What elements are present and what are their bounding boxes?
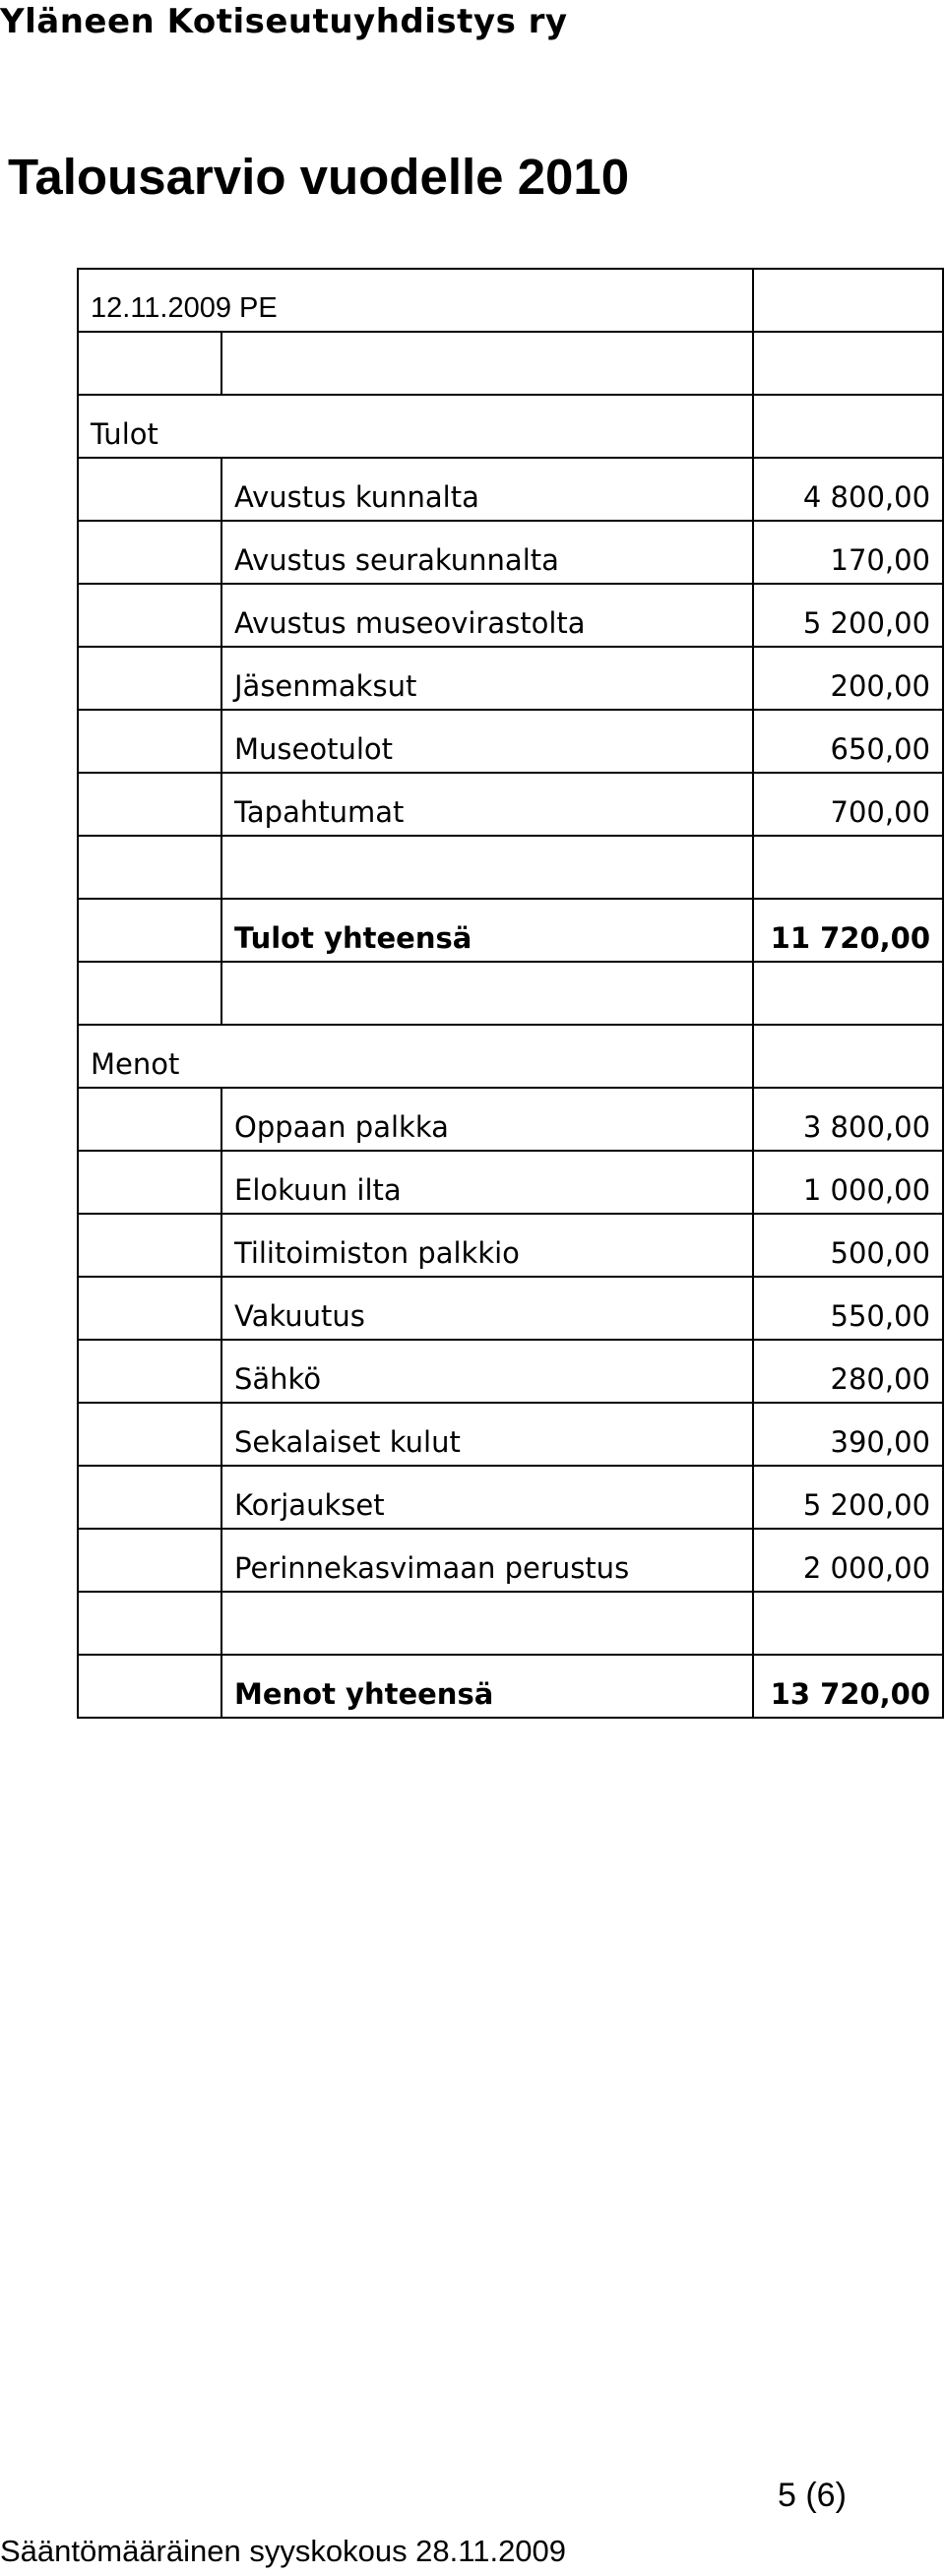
item-label: Sähkö <box>221 1340 753 1403</box>
empty-cell <box>78 899 221 962</box>
empty-row <box>78 332 943 395</box>
item-amount: 3 800,00 <box>753 1088 943 1151</box>
page-number: 5 (6) <box>778 2477 847 2514</box>
item-label: Avustus museovirastolta <box>221 584 753 647</box>
budget-table <box>77 268 944 1719</box>
expense-section-label: Menot <box>78 1025 753 1088</box>
table-row <box>78 1214 943 1277</box>
date-row <box>78 269 943 332</box>
empty-row <box>78 836 943 899</box>
expense-total-amount: 13 720,00 <box>753 1655 943 1718</box>
empty-row <box>78 1592 943 1655</box>
empty-cell <box>78 1592 221 1655</box>
empty-cell <box>221 836 753 899</box>
item-amount: 390,00 <box>753 1403 943 1466</box>
table-row <box>78 1277 943 1340</box>
empty-cell <box>78 1277 221 1340</box>
empty-cell <box>221 332 753 395</box>
item-label: Perinnekasvimaan perustus <box>221 1529 753 1592</box>
table-row <box>78 710 943 773</box>
table-row <box>78 1403 943 1466</box>
empty-row <box>78 962 943 1025</box>
table-row <box>78 1088 943 1151</box>
empty-cell <box>78 836 221 899</box>
item-amount: 5 200,00 <box>753 584 943 647</box>
date-cell: 12.11.2009 PE <box>78 269 753 332</box>
empty-cell <box>78 1214 221 1277</box>
item-label: Museotulot <box>221 710 753 773</box>
empty-cell <box>78 1655 221 1718</box>
empty-cell <box>753 269 943 332</box>
item-label: Jäsenmaksut <box>221 647 753 710</box>
income-total-amount: 11 720,00 <box>753 899 943 962</box>
item-amount: 700,00 <box>753 773 943 836</box>
item-label: Tilitoimiston palkkio <box>221 1214 753 1277</box>
empty-cell <box>78 1529 221 1592</box>
table-row <box>78 458 943 521</box>
empty-cell <box>78 1403 221 1466</box>
item-label: Elokuun ilta <box>221 1151 753 1214</box>
empty-cell <box>78 773 221 836</box>
expense-total-row <box>78 1655 943 1718</box>
item-label: Sekalaiset kulut <box>221 1403 753 1466</box>
empty-cell <box>753 836 943 899</box>
income-total-label: Tulot yhteensä <box>221 899 753 962</box>
item-amount: 170,00 <box>753 521 943 584</box>
item-amount: 5 200,00 <box>753 1466 943 1529</box>
empty-cell <box>78 332 221 395</box>
table-row <box>78 1529 943 1592</box>
empty-cell <box>753 1592 943 1655</box>
item-label: Vakuutus <box>221 1277 753 1340</box>
empty-cell <box>221 1592 753 1655</box>
item-amount: 200,00 <box>753 647 943 710</box>
empty-cell <box>753 962 943 1025</box>
empty-cell <box>78 647 221 710</box>
item-amount: 550,00 <box>753 1277 943 1340</box>
income-section-label: Tulot <box>78 395 753 458</box>
empty-cell <box>78 458 221 521</box>
document-title: Talousarvio vuodelle 2010 <box>8 149 630 205</box>
item-amount: 650,00 <box>753 710 943 773</box>
empty-cell <box>221 962 753 1025</box>
item-label: Korjaukset <box>221 1466 753 1529</box>
item-amount: 4 800,00 <box>753 458 943 521</box>
item-label: Avustus kunnalta <box>221 458 753 521</box>
empty-cell <box>78 1466 221 1529</box>
table-row <box>78 647 943 710</box>
item-amount: 280,00 <box>753 1340 943 1403</box>
empty-cell <box>78 710 221 773</box>
empty-cell <box>78 1088 221 1151</box>
table-row <box>78 773 943 836</box>
item-amount: 1 000,00 <box>753 1151 943 1214</box>
expense-total-label: Menot yhteensä <box>221 1655 753 1718</box>
item-label: Oppaan palkka <box>221 1088 753 1151</box>
income-total-row <box>78 899 943 962</box>
table-row <box>78 584 943 647</box>
table-row <box>78 1151 943 1214</box>
table-row <box>78 521 943 584</box>
organization-name: Yläneen Kotiseutuyhdistys ry <box>0 2 568 41</box>
expense-section-row <box>78 1025 943 1088</box>
table-row <box>78 1340 943 1403</box>
income-section-row <box>78 395 943 458</box>
empty-cell <box>78 521 221 584</box>
empty-cell <box>78 1151 221 1214</box>
empty-cell <box>78 584 221 647</box>
item-label: Tapahtumat <box>221 773 753 836</box>
item-amount: 2 000,00 <box>753 1529 943 1592</box>
empty-cell <box>753 1025 943 1088</box>
empty-cell <box>78 1340 221 1403</box>
empty-cell <box>753 332 943 395</box>
empty-cell <box>753 395 943 458</box>
table-row <box>78 1466 943 1529</box>
item-amount: 500,00 <box>753 1214 943 1277</box>
empty-cell <box>78 962 221 1025</box>
footer-meeting: Sääntömääräinen syyskokous 28.11.2009 <box>0 2534 567 2568</box>
item-label: Avustus seurakunnalta <box>221 521 753 584</box>
